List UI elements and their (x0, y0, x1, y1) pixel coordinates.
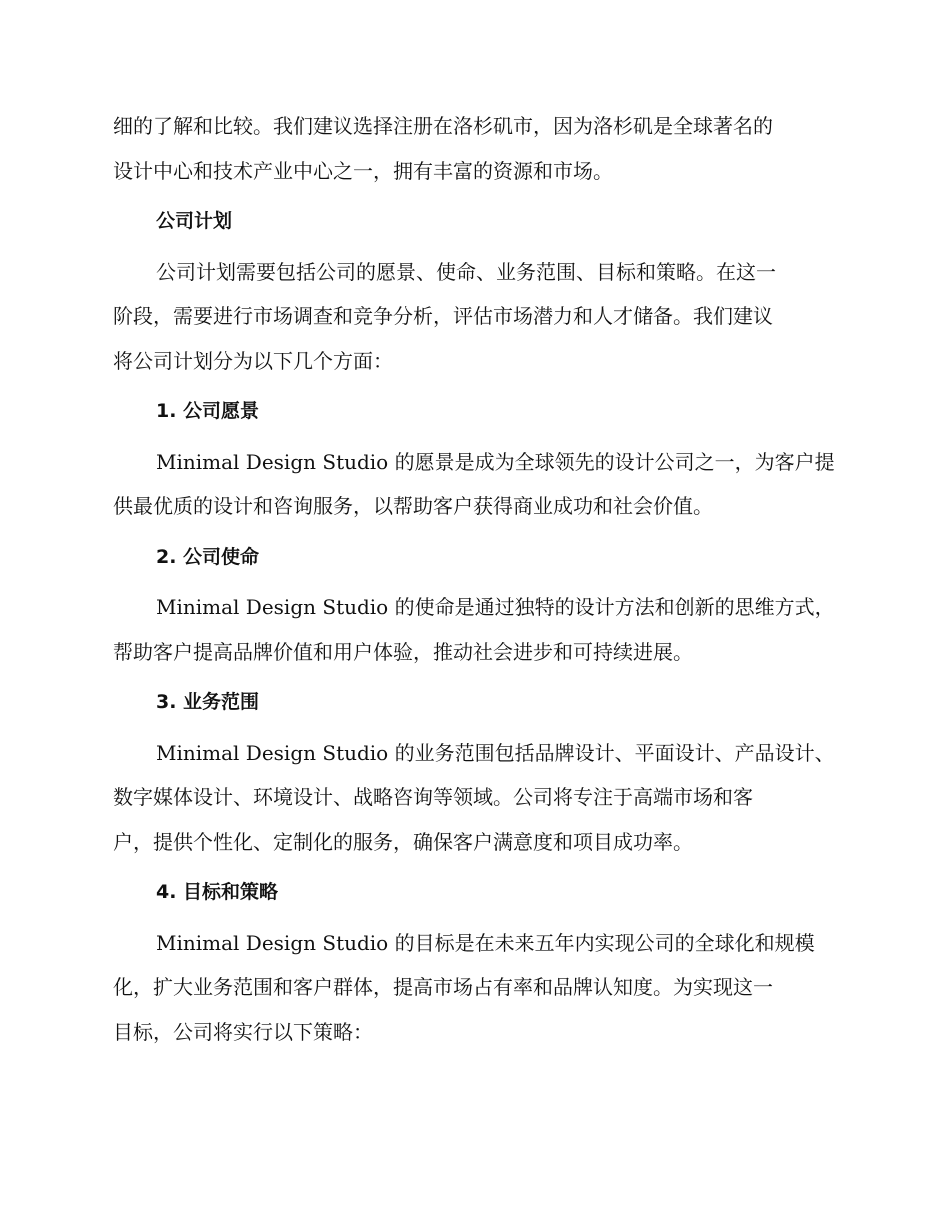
paragraph-line: Minimal Design Studio 的业务范围包括品牌设计、平面设计、产品设计、 (156, 740, 835, 765)
paragraph-line: 化，扩大业务范围和客户群体，提高市场占有率和品牌认知度。为实现这一 (113, 975, 773, 999)
scope-paragraph (113, 731, 835, 865)
vision-paragraph (113, 440, 835, 529)
paragraph-line: 将公司计划分为以下几个方面： (113, 348, 393, 373)
section-heading-vision: 1. 公司愿景 (156, 400, 260, 422)
intro-paragraph (113, 104, 835, 193)
paragraph-line: 公司计划需要包括公司的愿景、使命、业务范围、目标和策略。在这一 (156, 259, 776, 284)
paragraph-line: 设计中心和技术产业中心之一，拥有丰富的资源和市场。 (113, 158, 613, 183)
paragraph-line: 户，提供个性化、定制化的服务，确保客户满意度和项目成功率。 (113, 829, 693, 854)
document-page (113, 104, 835, 1058)
paragraph-line: 目标，公司将实行以下策略： (113, 1019, 373, 1044)
section-heading-scope: 3. 业务范围 (156, 691, 260, 713)
paragraph-line: 供最优质的设计和咨询服务，以帮助客户获得商业成功和社会价值。 (113, 494, 713, 518)
goals-paragraph (113, 921, 835, 1055)
section-heading-goals: 4. 目标和策略 (156, 881, 279, 903)
paragraph-line: Minimal Design Studio 的使命是通过独特的设计方法和创新的思维方式， (156, 595, 835, 619)
paragraph-line: 细的了解和比较。我们建议选择注册在洛杉矶市，因为洛杉矶是全球著名的 (113, 114, 773, 138)
paragraph-line: 阶段，需要进行市场调查和竞争分析，评估市场潜力和人才储备。我们建议 (113, 304, 773, 328)
section-heading-company-plan: 公司计划 (156, 210, 233, 232)
paragraph-line: Minimal Design Studio 的愿景是成为全球领先的设计公司之一，为客户提 (156, 449, 835, 474)
mission-paragraph (113, 585, 835, 674)
company-plan-paragraph (113, 250, 835, 384)
section-heading-mission: 2. 公司使命 (156, 545, 260, 568)
paragraph-line: Minimal Design Studio 的目标是在未来五年内实现公司的全球化和规模 (156, 930, 815, 955)
paragraph-line: 帮助客户提高品牌价值和用户体验，推动社会进步和可持续进展。 (113, 639, 693, 664)
paragraph-line: 数字媒体设计、环境设计、战略咨询等领域。公司将专注于高端市场和客 (113, 785, 753, 809)
